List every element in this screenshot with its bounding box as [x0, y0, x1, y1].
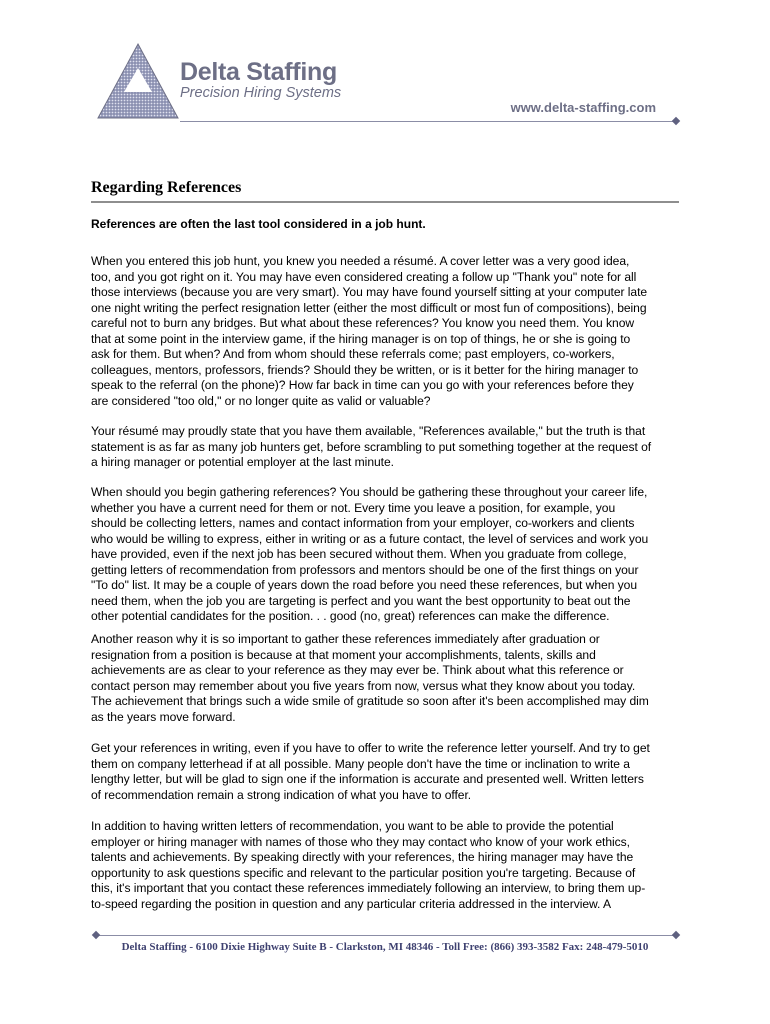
paragraph-4: Another reason why it is so important to gather these references immediately after graduation or resignation from a position is because at that moment your accomplishments, talents, skills and achievements are as clear to your reference as they may ever be. Think about what this reference or contact person may remember about you five years from now, versus what they know about you today. The achievement that brings such a wide smile of gratitude so soon after it's been accomplished may dim as the years move forward. — [91, 632, 649, 724]
diamond-icon — [92, 931, 100, 939]
paragraph-6: In addition to having written letters of recommendation, you want to be able to provide the potential employer or hiring manager with names of those who they may contact who know of your work ethics, talents and achievements. By speaking directly with your references, the hiring manager may have the opportunity to ask questions specific and relevant to the particular position you're targeting. Because of this, it's important that you contact these references immediately following an interview, to bring them up- to-speed regarding the position in question and any particular criteria addressed in the interview. A — [91, 819, 646, 911]
website-link[interactable]: www.delta-staffing.com — [510, 100, 656, 115]
footer-divider — [96, 935, 676, 936]
company-name: Delta Staffing — [180, 58, 337, 86]
delta-logo-icon — [96, 42, 180, 120]
paragraph-5: Get your references in writing, even if you have to offer to write the reference letter yourself. And try to get them on company letterhead if at all possible. Many people don't have the time or inclination to write a lengthy letter, but will be glad to sign one if the information is accurate and presented well. Written letters of recommendation remain a strong indication of what you have to offer. — [91, 741, 650, 802]
lead-sentence: References are often the last tool considered in a job hunt. — [91, 217, 426, 231]
paragraph-1: When you entered this job hunt, you knew you needed a résumé. A cover letter was a very good idea, too, and you got right on it. You may have even considered creating a follow up "Thank you" note for all those interviews (because you are very smart). You may have found yourself sitting at your computer late one night writing the perfect resignation letter (either the most difficult or most fun of compositions), being careful not to burn any bridges. But what about these references? You know you need them. You know that at some point in the interview game, if the hiring manager is on top of things, he or she is going to ask for them. But when? And from whom should these referrals come; past employers, co-workers, colleagues, mentors, professors, friends? Should they be written, or is it better for the hiring manager to speak to the referral (on the phone)? How far back in time can you go with your references before they are considered "too old," or no longer quite as valid or valuable? — [91, 254, 648, 408]
company-tagline: Precision Hiring Systems — [180, 85, 342, 101]
title-underline — [91, 201, 679, 203]
footer-contact: Delta Staffing - 6100 Dixie Highway Suite B - Clarkston, MI 48346 - Toll Free: (866) 393-3582 Fax: 248-479-5010 — [121, 941, 649, 953]
header-divider — [180, 121, 676, 122]
diamond-icon — [672, 931, 680, 939]
paragraph-3: When should you begin gathering references? You should be gathering these throughout your career life, whether you have a current need for them or not. Every time you leave a position, for example, you should be collecting letters, names and contact information from your employer, co-workers and clients who would be willing to express, either in writing or as a future contact, the level of services and work you have provided, even if the next job has been secured without them. When you graduate from college, getting letters of recommendation from professors and mentors should be one of the first things on your "To do" list. It may be a couple of years down the road before you need these references, but when you need them, when the job you are targeting is perfect and you want the best opportunity to beat out the other potential candidates for the position. . . good (no, great) references can make the difference. — [91, 485, 649, 623]
diamond-icon — [672, 117, 680, 125]
page-title: Regarding References — [91, 179, 242, 196]
paragraph-2: Your résumé may proudly state that you have them available, "References available," but the truth is that statement is as far as many job hunters get, before scrambling to put something together at the request of a hiring manager or potential employer at the last minute. — [91, 424, 652, 469]
